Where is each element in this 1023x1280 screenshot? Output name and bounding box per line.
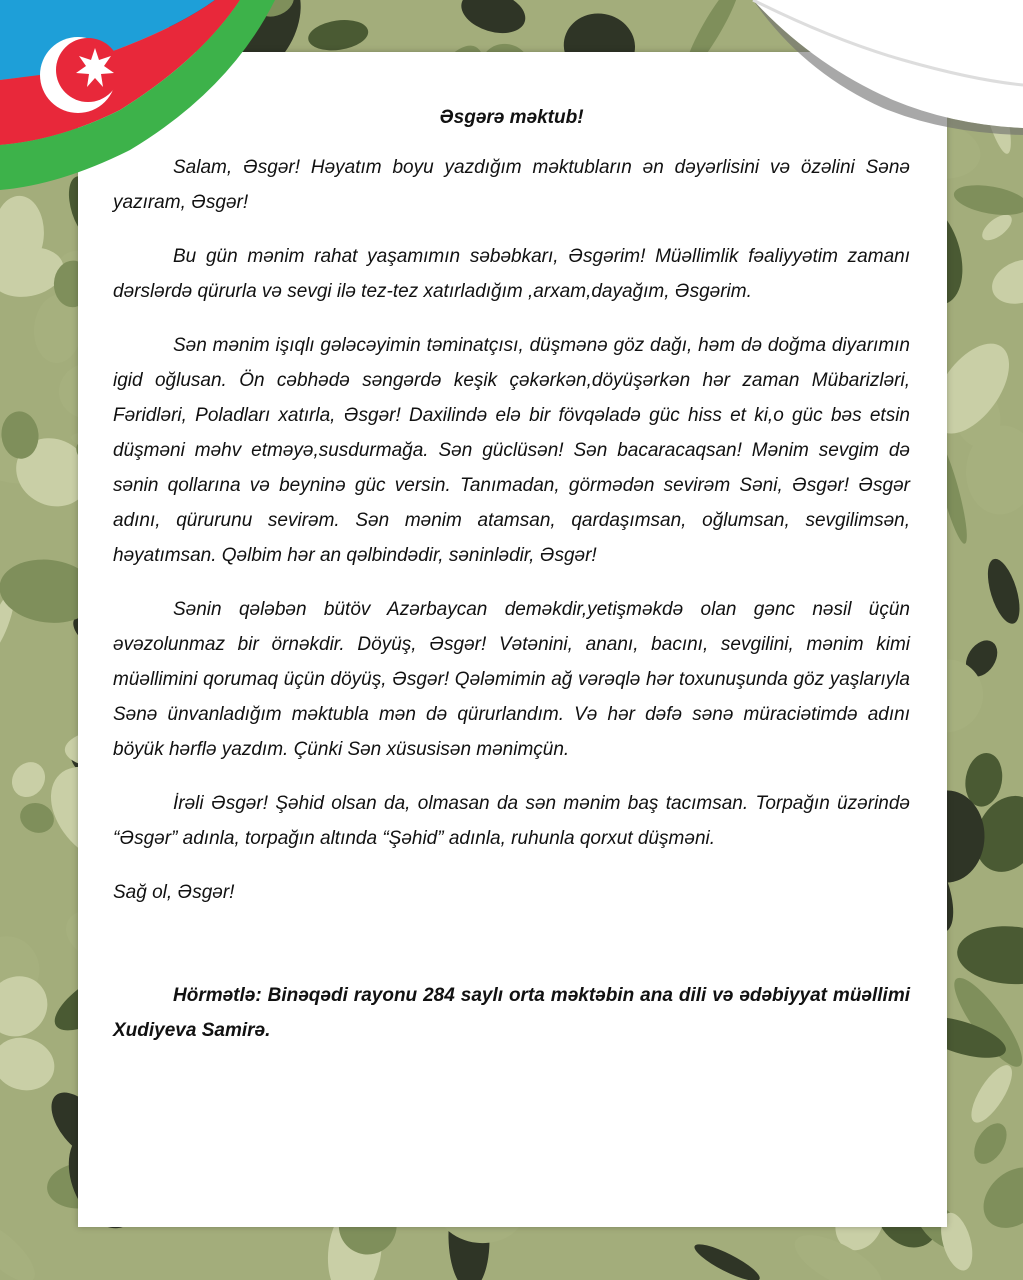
letter-paragraph: Bu gün mənim rahat yaşamımın səbəbkarı, Əsgərim! Müəllimlik fəaliyyətim zamanı dərslərdə qürurla və sevgi ilə tez-tez xatırladığım ,arxam,dayağım, Əsgərim.	[113, 246, 910, 302]
page-curl-corner	[743, 0, 1023, 135]
letter-signature: Hörmətlə: Binəqədi rayonu 284 saylı orta məktəbin ana dili və ədəbiyyat müəllimi Xudiyeva Samirə.	[113, 985, 910, 1041]
letter-title: Əsgərə məktub!	[439, 107, 584, 128]
letter-body	[113, 104, 910, 1067]
azerbaijan-flag-icon	[0, 0, 280, 190]
letter-paragraph: Sənin qələbən bütöv Azərbaycan deməkdir,yetişməkdə olan gənc nəsil üçün əvəzolunmaz bir örnəkdir. Döyüş, Əsgər! Vətənini, ananı, bacını, sevgilini, mənim kimi müəllimini qorumaq üçün döyüş, Əsgər! Qələmimin ağ vərəqlə hər toxunuşunda göz yaşlarıyla Sənə ünvanladığım məktubla mən də qürurlandım. Və hər dəfə sənə müraciətimdə adını böyük hərflə yazdım. Çünki Sən xüsusisən mənimçün.	[113, 599, 910, 760]
letter-paragraph: Sən mənim işıqlı gələcəyimin təminatçısı, düşmənə göz dağı, həm də doğma diyarımın igid oğlusan. Ön cəbhədə səngərdə keşik çəkərkən,döyüşərkən hər zaman Mübarizləri, Fəridləri, Poladları xatırla, Əsgər! Daxilində elə bir fövqəladə güc hiss et ki,o güc bəs etsin düşməni məhv etməyə,susdurmağa. Sən güclüsən! Sən bacaracaqsan! Mənim sevgim də sənin qollarına və beyninə güc versin. Tanımadan, görmədən sevirəm Səni, Əsgər! Əsgər adını, qürurunu sevirəm. Sən mənim atamsan, qardaşımsan, oğlumsan, sevgilimsən, həyatımsan. Qəlbim hər an qəlbindədir, səninlədir, Əsgər!	[113, 335, 910, 566]
letter-closing: Sağ ol, Əsgər!	[113, 882, 235, 903]
letter-paragraph: İrəli Əsgər! Şəhid olsan da, olmasan da sən mənim baş tacımsan. Torpağın üzərində “Əsgər” adınla, torpağın altında “Şəhid” adınla, ruhunla qorxut düşməni.	[113, 793, 910, 849]
letter-paragraph: Salam, Əsgər! Həyatım boyu yazdığım məktubların ən dəyərlisini və özəlini Sənə yazıram, Əsgər!	[113, 157, 910, 213]
